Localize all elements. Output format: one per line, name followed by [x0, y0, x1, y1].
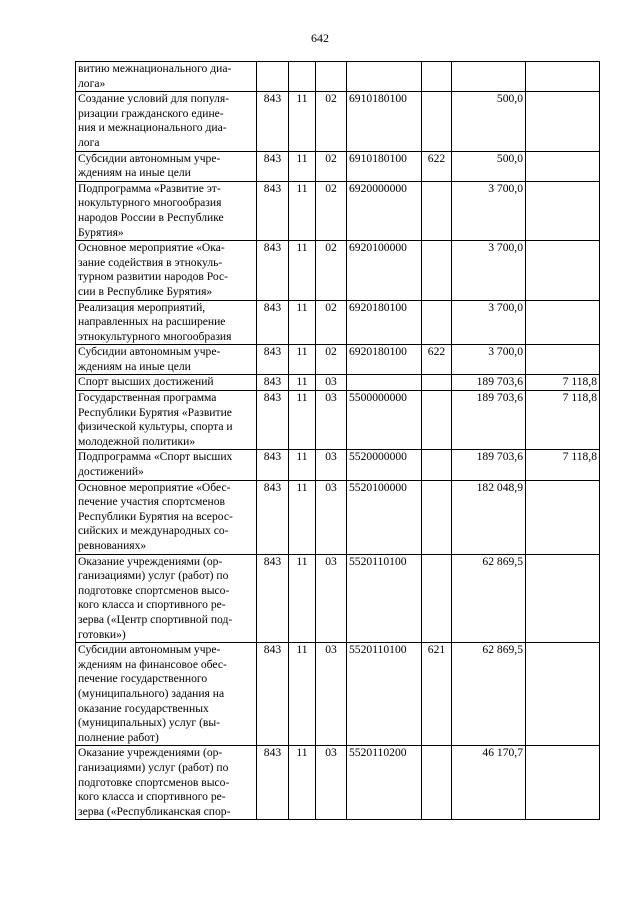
- cell-target-article: 5520000000: [347, 450, 422, 480]
- cell-grbs-code: 843: [257, 300, 289, 345]
- table-row: [76, 345, 600, 375]
- cell-name-line: Оказание учреждениями (ор-: [78, 746, 223, 760]
- cell-subsection: 02: [316, 300, 347, 345]
- cell-section: 11: [289, 241, 316, 300]
- cell-expense-type: [422, 746, 452, 820]
- cell-amount: 500,0: [452, 151, 526, 181]
- cell-name-line: зерва («Центр спортивной под-: [78, 612, 233, 626]
- cell-expense-type: [422, 181, 452, 240]
- cell-section: 11: [289, 375, 316, 391]
- cell-name-line: ризации гражданского едине-: [78, 106, 224, 120]
- cell-amount: 182 048,9: [452, 480, 526, 554]
- cell-section: 11: [289, 300, 316, 345]
- cell-name-line: ждениям на иные цели: [78, 166, 191, 180]
- cell-subsection: 03: [316, 746, 347, 820]
- cell-amount-extra: 7 118,8: [526, 391, 600, 450]
- cell-subsection: 02: [316, 151, 347, 181]
- cell-subsection: 03: [316, 375, 347, 391]
- cell-name-line: молодежной политики»: [78, 434, 196, 448]
- cell-name: [76, 345, 257, 375]
- cell-section: 11: [289, 643, 316, 746]
- cell-expense-type: 622: [422, 345, 452, 375]
- cell-amount-extra: [526, 643, 600, 746]
- cell-name-line: ждениям на финансовое обес-: [78, 657, 227, 671]
- table-row: [76, 480, 600, 554]
- cell-name-line: нокультурного многообразия: [78, 196, 222, 210]
- table-row: [76, 746, 600, 820]
- cell-amount-extra: [526, 62, 600, 92]
- cell-amount: 3 700,0: [452, 345, 526, 375]
- cell-name-line: Основное мероприятие «Обес-: [78, 480, 231, 494]
- cell-name: [76, 300, 257, 345]
- cell-expense-type: [422, 92, 452, 151]
- cell-expense-type: [422, 241, 452, 300]
- table-row: [76, 241, 600, 300]
- cell-amount: 189 703,6: [452, 375, 526, 391]
- cell-name-line: ждениям на иные цели: [78, 359, 191, 373]
- cell-name-line: сии в Республике Бурятия»: [78, 284, 213, 298]
- cell-amount-extra: [526, 92, 600, 151]
- cell-name: [76, 151, 257, 181]
- cell-amount-extra: 7 118,8: [526, 450, 600, 480]
- cell-expense-type: 621: [422, 643, 452, 746]
- cell-grbs-code: 843: [257, 450, 289, 480]
- cell-expense-type: 622: [422, 151, 452, 181]
- cell-section: 11: [289, 554, 316, 643]
- cell-name: [76, 746, 257, 820]
- cell-name-line: Спорт высших достижений: [78, 375, 214, 389]
- cell-target-article: 5500000000: [347, 391, 422, 450]
- cell-amount: 189 703,6: [452, 391, 526, 450]
- cell-expense-type: [422, 391, 452, 450]
- table-body: [76, 62, 600, 820]
- cell-name-line: ганизациями) услуг (работ) по: [78, 569, 229, 583]
- cell-name: [76, 375, 257, 391]
- cell-name-line: ния и межнационального диа-: [78, 121, 227, 135]
- cell-amount: 62 869,5: [452, 554, 526, 643]
- page-number: 642: [311, 31, 329, 45]
- cell-grbs-code: 843: [257, 554, 289, 643]
- cell-grbs-code: 843: [257, 391, 289, 450]
- cell-subsection: 03: [316, 643, 347, 746]
- cell-target-article: 6910180100: [347, 92, 422, 151]
- table-row: [76, 151, 600, 181]
- cell-name-line: ганизациями) услуг (работ) по: [78, 760, 229, 774]
- cell-name-line: направленных на расширение: [78, 315, 226, 329]
- cell-name-line: печение государственного: [78, 672, 208, 686]
- cell-name: [76, 480, 257, 554]
- cell-name-line: Субсидии автономным учре-: [78, 151, 221, 165]
- cell-grbs-code: [257, 62, 289, 92]
- cell-name-line: Бурятия»: [78, 225, 124, 239]
- cell-grbs-code: 843: [257, 92, 289, 151]
- cell-grbs-code: 843: [257, 151, 289, 181]
- cell-name-line: Создание условий для популя-: [78, 92, 230, 106]
- cell-name-line: турном развитии народов Рос-: [78, 270, 229, 284]
- cell-name-line: Субсидии автономным учре-: [78, 345, 221, 359]
- cell-target-article: [347, 375, 422, 391]
- cell-name-line: достижений»: [78, 465, 144, 479]
- cell-section: 11: [289, 151, 316, 181]
- cell-subsection: 03: [316, 450, 347, 480]
- cell-grbs-code: 843: [257, 375, 289, 391]
- cell-target-article: [347, 62, 422, 92]
- table-row: [76, 643, 600, 746]
- cell-target-article: 6920100000: [347, 241, 422, 300]
- cell-name: [76, 450, 257, 480]
- cell-name: [76, 554, 257, 643]
- cell-grbs-code: 843: [257, 643, 289, 746]
- cell-grbs-code: 843: [257, 181, 289, 240]
- cell-amount: 189 703,6: [452, 450, 526, 480]
- cell-grbs-code: 843: [257, 746, 289, 820]
- cell-name-line: Государственная программа: [78, 391, 217, 405]
- cell-expense-type: [422, 480, 452, 554]
- cell-name: [76, 62, 257, 92]
- cell-name-line: оказание государственных: [78, 701, 209, 715]
- cell-amount-extra: [526, 345, 600, 375]
- cell-name-line: народов России в Республике: [78, 210, 224, 224]
- cell-name-line: полнение работ): [78, 730, 159, 744]
- table-row: [76, 181, 600, 240]
- cell-name-line: подготовке спортсменов высо-: [78, 775, 230, 789]
- table-row: [76, 554, 600, 643]
- cell-section: 11: [289, 450, 316, 480]
- cell-name-line: зерва («Республиканская спор-: [78, 804, 231, 818]
- cell-name-line: этнокультурного многообразия: [78, 329, 232, 343]
- cell-amount-extra: [526, 300, 600, 345]
- cell-amount: 500,0: [452, 92, 526, 151]
- cell-expense-type: [422, 554, 452, 643]
- cell-name: [76, 241, 257, 300]
- cell-name-line: Субсидии автономным учре-: [78, 643, 221, 657]
- cell-subsection: 03: [316, 480, 347, 554]
- cell-section: 11: [289, 345, 316, 375]
- cell-amount: 3 700,0: [452, 241, 526, 300]
- cell-subsection: 03: [316, 554, 347, 643]
- cell-subsection: [316, 62, 347, 92]
- table-row: [76, 391, 600, 450]
- cell-target-article: 6920180100: [347, 300, 422, 345]
- cell-amount: 62 869,5: [452, 643, 526, 746]
- cell-amount-extra: [526, 181, 600, 240]
- cell-grbs-code: 843: [257, 480, 289, 554]
- cell-target-article: 5520110200: [347, 746, 422, 820]
- cell-name: [76, 181, 257, 240]
- table-row: [76, 300, 600, 345]
- cell-name-line: зание содействия в этнокуль-: [78, 255, 223, 269]
- cell-expense-type: [422, 375, 452, 391]
- cell-expense-type: [422, 300, 452, 345]
- cell-amount-extra: 7 118,8: [526, 375, 600, 391]
- cell-amount: 3 700,0: [452, 181, 526, 240]
- cell-section: 11: [289, 92, 316, 151]
- cell-target-article: 5520110100: [347, 554, 422, 643]
- cell-name-line: Республики Бурятия «Развитие: [78, 405, 232, 419]
- cell-name-line: кого класса и спортивного ре-: [78, 790, 226, 804]
- cell-name-line: подготовке спортсменов высо-: [78, 583, 230, 597]
- cell-name-line: Основное мероприятие «Ока-: [78, 241, 225, 255]
- cell-amount-extra: [526, 554, 600, 643]
- cell-amount-extra: [526, 241, 600, 300]
- cell-name-line: готовки»): [78, 627, 126, 641]
- cell-name-line: Республики Бурятия на всерос-: [78, 509, 233, 523]
- cell-name-line: физической культуры, спорта и: [78, 420, 233, 434]
- cell-name-line: (муниципального) задания на: [78, 686, 225, 700]
- table-row: [76, 375, 600, 391]
- cell-subsection: 03: [316, 391, 347, 450]
- table-row: [76, 92, 600, 151]
- cell-subsection: 02: [316, 241, 347, 300]
- cell-amount: 46 170,7: [452, 746, 526, 820]
- cell-subsection: 02: [316, 181, 347, 240]
- cell-section: [289, 62, 316, 92]
- cell-section: 11: [289, 746, 316, 820]
- cell-section: 11: [289, 391, 316, 450]
- cell-expense-type: [422, 62, 452, 92]
- cell-target-article: 6910180100: [347, 151, 422, 181]
- cell-name-line: Реализация мероприятий,: [78, 300, 206, 314]
- cell-expense-type: [422, 450, 452, 480]
- cell-name-line: (муниципальных) услуг (вы-: [78, 716, 221, 730]
- cell-name-line: лога»: [78, 76, 106, 90]
- cell-amount-extra: [526, 746, 600, 820]
- cell-name-line: Подпрограмма «Спорт высших: [78, 450, 233, 464]
- cell-amount-extra: [526, 151, 600, 181]
- cell-name: [76, 643, 257, 746]
- budget-table: [75, 61, 600, 820]
- cell-target-article: 6920000000: [347, 181, 422, 240]
- cell-name-line: Оказание учреждениями (ор-: [78, 554, 223, 568]
- cell-section: 11: [289, 480, 316, 554]
- cell-name: [76, 92, 257, 151]
- cell-target-article: 5520110100: [347, 643, 422, 746]
- cell-name: [76, 391, 257, 450]
- cell-amount: 3 700,0: [452, 300, 526, 345]
- cell-name-line: сийских и международных со-: [78, 524, 229, 538]
- cell-section: 11: [289, 181, 316, 240]
- cell-name-line: Подпрограмма «Развитие эт-: [78, 181, 221, 195]
- cell-name-line: ревнованиях»: [78, 539, 147, 552]
- cell-subsection: 02: [316, 92, 347, 151]
- cell-name-line: лога: [78, 135, 100, 149]
- cell-name-line: печение участия спортсменов: [78, 495, 226, 509]
- cell-name-line: кого класса и спортивного ре-: [78, 598, 226, 612]
- cell-subsection: 02: [316, 345, 347, 375]
- cell-grbs-code: 843: [257, 241, 289, 300]
- table-row: [76, 62, 600, 92]
- cell-grbs-code: 843: [257, 345, 289, 375]
- cell-target-article: 6920180100: [347, 345, 422, 375]
- cell-name-line: витию межнационального диа-: [78, 62, 232, 75]
- cell-target-article: 5520100000: [347, 480, 422, 554]
- cell-amount: [452, 62, 526, 92]
- table-row: [76, 450, 600, 480]
- cell-amount-extra: [526, 480, 600, 554]
